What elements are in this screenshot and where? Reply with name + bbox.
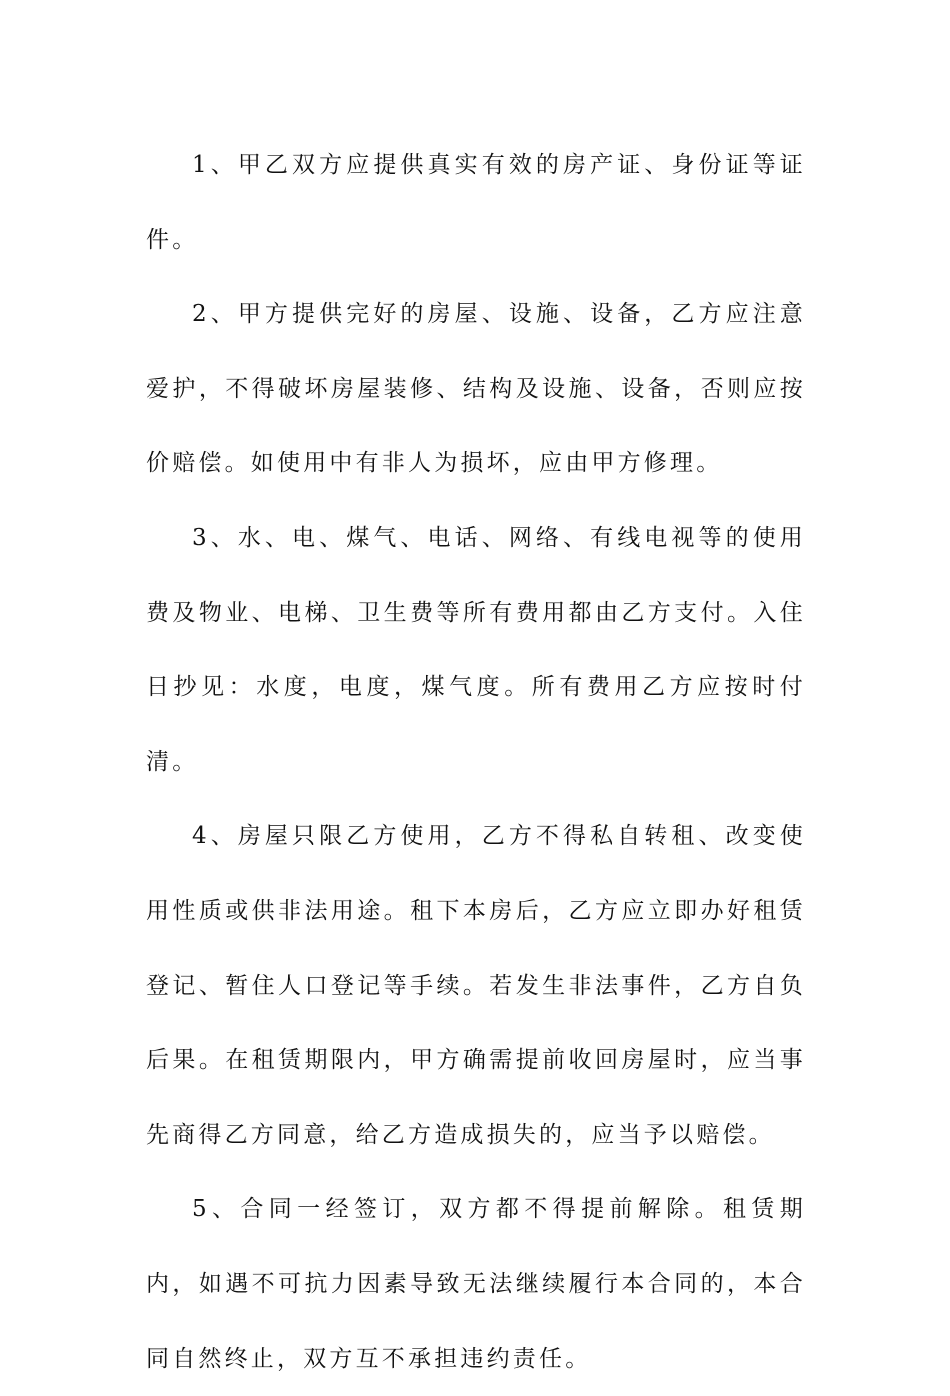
clause-5: 5、合同一经签订，双方都不得提前解除。租赁期内，如遇不可抗力因素导致无法继续履行本合同的，本合同自然终止，双方互不承担违约责任。 <box>146 1196 806 1372</box>
clause-4: 4、房屋只限乙方使用，乙方不得私自转租、改变使用性质或供非法用途。租下本房后，乙方应立即办好租赁登记、暂住人口登记等手续。若发生非法事件，乙方自负后果。在租赁期限内，甲方确需提前收回房屋时，应当事先商得乙方同意，给乙方造成损失的，应当予以赔偿。 <box>146 823 806 1148</box>
clause-1: 1、甲乙双方应提供真实有效的房产证、身份证等证件。 <box>146 152 806 253</box>
document-body <box>146 128 806 1396</box>
clause-3: 3、水、电、煤气、电话、网络、有线电视等的使用费及物业、电梯、卫生费等所有费用都由乙方支付。入住日抄见：水度，电度，煤气度。所有费用乙方应按时付清。 <box>146 524 806 775</box>
clause-2: 2、甲方提供完好的房屋、设施、设备，乙方应注意爱护，不得破坏房屋装修、结构及设施、设备，否则应按价赔偿。如使用中有非人为损坏，应由甲方修理。 <box>146 301 806 477</box>
